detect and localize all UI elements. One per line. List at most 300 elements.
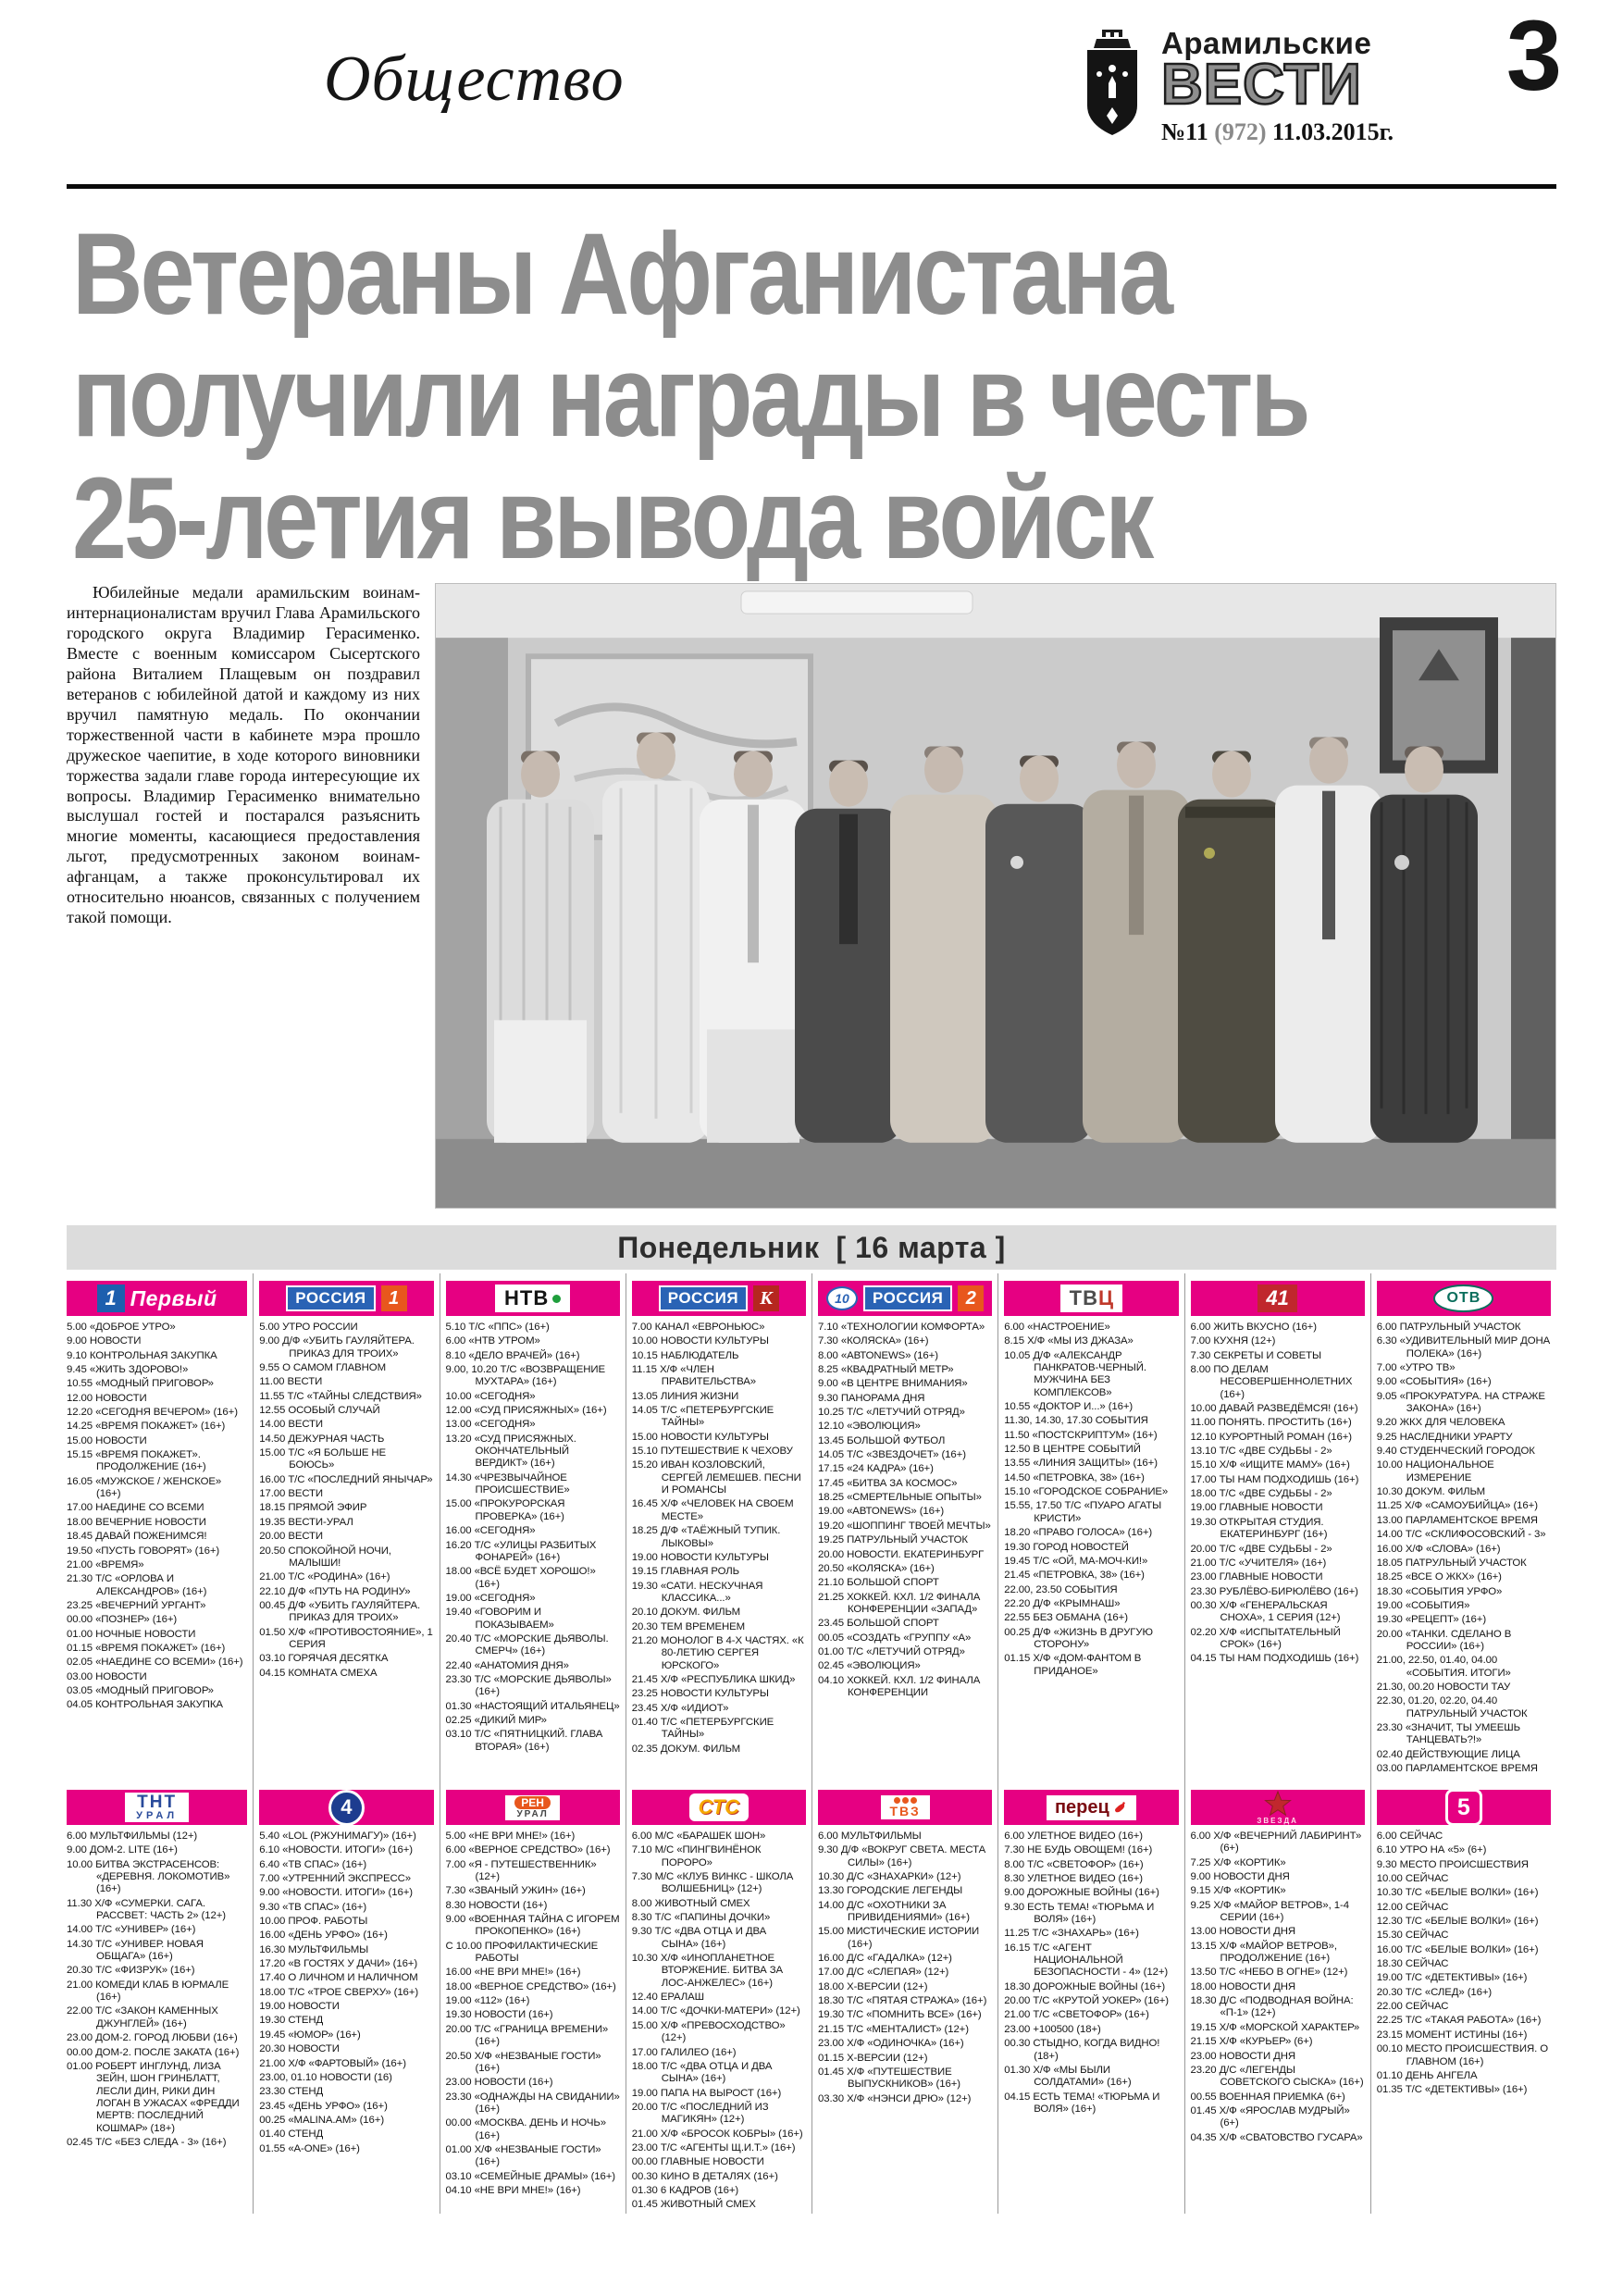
- program-entry: 21.00 Т/С «СВЕТОФОР» (16+): [1004, 2009, 1149, 2021]
- tvc-logo-tv: ТВ: [1069, 1286, 1098, 1309]
- tv-column-6: [997, 1273, 1183, 2214]
- program-entry: 16.45 Х/Ф «ЧЕЛОВЕК НА СВОЕМ МЕСТЕ»: [631, 1498, 794, 1522]
- program-entry: 21.15 Х/Ф «КУРЬЕР» (6+): [1190, 2036, 1313, 2048]
- program-entry: 15.00 Т/С «Я БОЛЬШЕ НЕ БОЮСЬ»: [259, 1447, 387, 1471]
- program-entry: 9.25 НАСЛЕДНИКИ УРАРТУ: [1376, 1431, 1513, 1443]
- rossiya-k-badge-icon: К: [753, 1285, 779, 1311]
- program-entry: 18.00 «ВСЁ БУДЕТ ХОРОШО!» (16+): [445, 1566, 596, 1590]
- program-entry: 9.00 ДОРОЖНЫЕ ВОЙНЫ (16+): [1004, 1887, 1159, 1899]
- program-entry: 02.40 ДЕЙСТВУЮЩИЕ ЛИЦА: [1376, 1748, 1520, 1760]
- program-entry: 10.00 НАЦИОНАЛЬНОЕ ИЗМЕРЕНИЕ: [1376, 1459, 1494, 1483]
- program-entry: 6.00 ПАТРУЛЬНЫЙ УЧАСТОК: [1376, 1322, 1521, 1333]
- program-entry: 23.00 НОВОСТИ (16+): [445, 2077, 553, 2089]
- program-entry: 7.30 НЕ БУДЬ ОВОЩЕМ! (16+): [1004, 1844, 1153, 1856]
- program-entry: 14.25 «ВРЕМЯ ПОКАЖЕТ» (16+): [67, 1421, 226, 1433]
- program-entry: 10.15 НАБЛЮДАТЕЛЬ: [631, 1349, 739, 1361]
- ren-logo-sub: УРАЛ: [516, 1808, 549, 1819]
- program-entry: 5.00 «НЕ ВРИ МНЕ!» (16+): [445, 1831, 576, 1842]
- ren-logo-icon: [505, 1795, 560, 1820]
- red-star-icon: [1264, 1791, 1292, 1817]
- channel-block-perviy: [67, 1281, 247, 1782]
- channel-block-rossiya-k: [632, 1281, 806, 1782]
- channel-header-ntv: [446, 1281, 620, 1316]
- program-entry: 17.00 ВЕСТИ: [259, 1488, 324, 1500]
- program-entry: 22.25 Т/С «ТАКАЯ РАБОТА» (16+): [1376, 2015, 1542, 2027]
- program-entry: 9.00 «В ЦЕНТРЕ ВНИМАНИЯ»: [818, 1378, 968, 1390]
- program-entry: 5.10 Т/С «ППС» (16+): [445, 1322, 550, 1333]
- program-entry: 8.10 «ДЕЛО ВРАЧЕЙ» (16+): [445, 1349, 580, 1361]
- program-entry: 03.05 «МОДНЫЙ ПРИГОВОР»: [67, 1684, 214, 1696]
- program-entry: 21.10 БОЛЬШОЙ СПОРТ: [818, 1577, 939, 1589]
- chili-pepper-icon: [1113, 1800, 1128, 1815]
- program-entry: 8.30 НОВОСТИ (16+): [445, 1899, 548, 1911]
- program-entry: 01.15 Х/Ф «ДОМ-ФАНТОМ В ПРИДАНОЕ»: [1004, 1653, 1142, 1677]
- program-list: [632, 1831, 806, 2212]
- program-entry: 11.55 Т/С «ТАЙНЫ СЛЕДСТВИЯ»: [259, 1390, 422, 1402]
- program-list: [1191, 1322, 1365, 1666]
- program-entry: 16.05 «МУЖСКОЕ / ЖЕНСКОЕ» (16+): [67, 1475, 222, 1500]
- channel-header-41: [1191, 1281, 1365, 1316]
- program-entry: 23.20 Д/С «ЛЕГЕНДЫ СОВЕТСКОГО СЫСКА» (16+): [1190, 2064, 1364, 2089]
- program-entry: 04.05 КОНТРОЛЬНАЯ ЗАКУПКА: [67, 1699, 223, 1711]
- program-list: [1004, 1831, 1178, 2116]
- program-entry: 20.30 ТЕМ ВРЕМЕНЕМ: [631, 1620, 746, 1632]
- program-entry: 21.00, 22.50, 01.40, 04.00 «СОБЫТИЯ. ИТОГИ»: [1376, 1655, 1511, 1679]
- city-coat-of-arms-icon: [1076, 28, 1148, 137]
- channel-header-perec: [1004, 1790, 1178, 1825]
- zvezda-logo-text: ЗВЕЗДА: [1257, 1816, 1298, 1825]
- program-list: [446, 1322, 620, 1754]
- program-entry: 7.10 М/С «ПИНГВИНЁНОК ПОРОРО»: [631, 1844, 762, 1868]
- program-entry: 12.40 ЕРАЛАШ: [631, 1992, 705, 2004]
- program-entry: 18.00 Т/С «ДВА ОТЦА И ДВА СЫНА» (16+): [631, 2060, 773, 2085]
- program-entry: 8.15 Х/Ф «МЫ ИЗ ДЖАЗА»: [1004, 1335, 1134, 1347]
- section-title: Общество: [324, 43, 625, 115]
- rossiya-logo-text: РОССИЯ: [286, 1285, 375, 1311]
- program-entry: 23.00 ГЛАВНЫЕ НОВОСТИ: [1190, 1571, 1323, 1583]
- program-entry: 8.00 Т/С «СВЕТОФОР» (16+): [1004, 1858, 1144, 1870]
- program-entry: 6.00 «НАСТРОЕНИЕ»: [1004, 1322, 1110, 1333]
- program-entry: 00.10 МЕСТО ПРОИСШЕСТВИЯ. О ГЛАВНОМ (16+): [1376, 2043, 1548, 2067]
- tnt-logo-sub: УРАЛ: [136, 1810, 179, 1821]
- figure-1: [487, 751, 594, 1143]
- 41-logo-icon: 41: [1258, 1285, 1296, 1312]
- program-entry: 10.05 Д/Ф «АЛЕКСАНДР ПАНКРАТОВ-ЧЕРНЫЙ. МУЖЧИНА БЕЗ КОМПЛЕКСОВ»: [1004, 1349, 1146, 1398]
- channel-header-rossiya-k: [632, 1281, 806, 1316]
- program-entry: 6.00 СЕЙЧАС: [1376, 1831, 1443, 1842]
- program-entry: 00.00 «ПОЗНЕР» (16+): [67, 1614, 178, 1626]
- program-entry: 12.00 СЕЙЧАС: [1376, 1901, 1449, 1913]
- program-entry: 22.55 БЕЗ ОБМАНА (16+): [1004, 1612, 1128, 1624]
- program-entry: 23.00 ДОМ-2. ГОРОД ЛЮБВИ (16+): [67, 2032, 238, 2044]
- program-entry: 23.30 «ЗНАЧИТ, ТЫ УМЕЕШЬ ТАНЦЕВАТЬ?!»: [1376, 1721, 1521, 1746]
- program-entry: 03.10 Т/С «ПЯТНИЦКИЙ. ГЛАВА ВТОРАЯ» (16+): [445, 1729, 603, 1753]
- rossiya1-badge-icon: 1: [381, 1285, 407, 1311]
- program-entry: 14.50 «ПЕТРОВКА, 38» (16+): [1004, 1471, 1145, 1483]
- program-entry: 13.45 БОЛЬШОЙ ФУТБОЛ: [818, 1434, 946, 1446]
- program-entry: 9.30 Д/Ф «ВОКРУГ СВЕТА. МЕСТА СИЛЫ» (16+): [818, 1844, 986, 1868]
- figure-5: [890, 747, 997, 1143]
- channel-block-ntv: [446, 1281, 620, 1782]
- program-entry: 18.00 НОВОСТИ ДНЯ: [1190, 1980, 1295, 1992]
- program-entry: 01.45 Х/Ф «ЯРОСЛАВ МУДРЫЙ» (6+): [1190, 2104, 1350, 2129]
- program-entry: 12.10 «ЭВОЛЮЦИЯ»: [818, 1421, 921, 1433]
- program-entry: 00.45 Д/Ф «УБИТЬ ГАУЛЯЙТЕРА. ПРИКАЗ ДЛЯ ТРОИХ»: [259, 1599, 421, 1624]
- program-list: [1191, 1831, 1365, 2144]
- program-entry: 20.30 Т/С «ФИЗРУК» (16+): [67, 1965, 195, 1977]
- program-entry: 14.05 Т/С «ПЕТЕРБУРГСКИЕ ТАЙНЫ»: [631, 1405, 774, 1429]
- program-list: [446, 1831, 620, 2197]
- program-entry: 7.00 КАНАЛ «ЕВРОНЬЮС»: [631, 1322, 765, 1333]
- program-entry: 18.25 «ВСЕ О ЖКХ» (16+): [1376, 1571, 1502, 1583]
- program-entry: 04.35 Х/Ф «СВАТОВСТВО ГУСАРА»: [1190, 2131, 1363, 2143]
- channel-header-ren-ural: [446, 1790, 620, 1825]
- program-entry: 18.45 ДАВАЙ ПОЖЕНИМСЯ!: [67, 1531, 207, 1543]
- program-entry: 16.00 «НЕ ВРИ МНЕ!» (16+): [445, 1967, 581, 1979]
- perviy-logo-icon: 1: [97, 1285, 125, 1312]
- program-entry: 8.00 «АВТОNEWS» (16+): [818, 1349, 938, 1361]
- program-entry: 9.00 НОВОСТИ: [67, 1335, 142, 1347]
- program-list: [1377, 1831, 1551, 2097]
- channel-header-sts: [632, 1790, 806, 1825]
- 10kanal-logo-icon: 10: [826, 1286, 858, 1310]
- program-entry: 23.45 «ДЕНЬ УРФО» (16+): [259, 2100, 388, 2112]
- program-entry: 6.00 «НТВ УТРОМ»: [445, 1335, 540, 1347]
- program-entry: 00.30 СТЫДНО, КОГДА ВИДНО! (18+): [1004, 2038, 1160, 2062]
- program-entry: 16.00 «СЕГОДНЯ»: [445, 1525, 536, 1537]
- ntv-logo-icon: [495, 1285, 570, 1312]
- program-entry: 9.30 «ТВ СПАС» (16+): [259, 1901, 367, 1913]
- program-entry: 9.00 «НОВОСТИ. ИТОГИ» (16+): [259, 1887, 413, 1899]
- program-entry: 23.45 Х/Ф «ИДИОТ»: [631, 1702, 729, 1714]
- issue-date: 11.03.2015г.: [1272, 118, 1394, 145]
- figure-4: [795, 761, 902, 1143]
- masthead: [1076, 28, 1394, 146]
- rossiya-k-logo-text: РОССИЯ: [659, 1285, 748, 1311]
- program-entry: 9.00, 10.20 Т/С «ВОЗВРАЩЕНИЕ МУХТАРА» (16+): [445, 1364, 605, 1388]
- program-entry: 21.25 ХОККЕЙ. КХЛ. 1/2 ФИНАЛА КОНФЕРЕНЦИИ «ЗАПАД»: [818, 1591, 981, 1615]
- program-entry: 9.30 Т/С «ДВА ОТЦА И ДВА СЫНА» (16+): [631, 1926, 767, 1950]
- program-entry: 02.25 «ДИКИЙ МИР»: [445, 1714, 547, 1726]
- program-entry: 9.30 ПАНОРАМА ДНЯ: [818, 1392, 925, 1404]
- program-entry: 19.40 «ГОВОРИМ И ПОКАЗЫВАЕМ»: [445, 1607, 554, 1631]
- program-entry: 9.30 ЕСТЬ ТЕМА! «ТЮРЬМА И ВОЛЯ» (16+): [1004, 1901, 1155, 1926]
- channel-block-rossiya2: [818, 1281, 992, 1782]
- program-entry: 7.00 КУХНЯ (12+): [1190, 1335, 1276, 1347]
- program-entry: 22.00 СЕЙЧАС: [1376, 2001, 1449, 2013]
- program-entry: 00.55 ВОЕННАЯ ПРИЕМКА (6+): [1190, 2091, 1345, 2103]
- tvc-logo-c: Ц: [1098, 1286, 1114, 1309]
- program-entry: 02.20 Х/Ф «ИСПЫТАТЕЛЬНЫЙ СРОК» (16+): [1190, 1626, 1341, 1650]
- program-entry: 18.20 «ПРАВО ГОЛОСА» (16+): [1004, 1527, 1153, 1539]
- program-entry: 01.30 «НАСТОЯЩИЙ ИТАЛЬЯНЕЦ»: [445, 1700, 620, 1712]
- program-entry: 14.05 Т/С «ЗВЕЗДОЧЕТ» (16+): [818, 1449, 966, 1461]
- program-entry: 00.00 ГЛАВНЫЕ НОВОСТИ: [631, 2156, 764, 2168]
- program-entry: 6.40 «ТВ СПАС» (16+): [259, 1858, 367, 1870]
- sts-logo-icon: СТС: [689, 1793, 749, 1821]
- program-entry: 18.25 «СМЕРТЕЛЬНЫЕ ОПЫТЫ»: [818, 1492, 982, 1504]
- program-entry: 16.00 Д/С «ГАДАЛКА» (12+): [818, 1953, 952, 1965]
- program-entry: 18.15 ПРЯМОЙ ЭФИР: [259, 1502, 367, 1514]
- program-entry: 7.00 «Я - ПУТЕШЕСТВЕННИК» (12+): [445, 1858, 597, 1883]
- tv-column-5: [812, 1273, 997, 2214]
- program-list: [67, 1322, 247, 1712]
- program-entry: 9.00 ДОМ-2. LITE (16+): [67, 1844, 178, 1856]
- program-entry: 01.50 Х/Ф «ПРОТИВОСТОЯНИЕ», 1 СЕРИЯ: [259, 1626, 433, 1650]
- figure-3: [700, 751, 807, 1143]
- channel-header-rossiya1: [259, 1281, 433, 1316]
- program-entry: 12.20 «СЕГОДНЯ ВЕЧЕРОМ» (16+): [67, 1407, 238, 1419]
- program-entry: 20.30 НОВОСТИ: [259, 2043, 340, 2055]
- program-entry: 00.00 ДОМ-2. ПОСЛЕ ЗАКАТА (16+): [67, 2046, 240, 2058]
- tv-column-1: [67, 1273, 253, 2214]
- program-entry: 03.00 НОВОСТИ: [67, 1670, 147, 1682]
- program-entry: 01.00 Х/Ф «НЕЗВАНЫЕ ГОСТИ» (16+): [445, 2143, 601, 2168]
- program-entry: 21.15 Т/С «МЕНТАЛИСТ» (12+): [818, 2023, 969, 2035]
- figure-8: [1178, 751, 1285, 1143]
- program-entry: 10.00 ПРОФ. РАБОТЫ: [259, 1916, 368, 1928]
- channel-block-5kanal: [1377, 1790, 1551, 2097]
- program-entry: 01.45 Х/Ф «ПУТЕШЕСТВИЕ ВЫПУСКНИКОВ» (16+): [818, 2066, 960, 2091]
- perviy-logo-label: Первый: [130, 1285, 217, 1310]
- program-entry: 13.50 Т/С «НЕБО В ОГНЕ» (12+): [1190, 1967, 1348, 1979]
- program-entry: 19.00 ПАПА НА ВЫРОСТ (16+): [631, 2087, 782, 2099]
- program-entry: 19.30 СТЕНД: [259, 2015, 324, 2027]
- program-entry: 17.00 Д/С «СЛЕПАЯ» (12+): [818, 1967, 949, 1979]
- program-entry: 10.00 «СЕГОДНЯ»: [445, 1390, 536, 1402]
- tv-column-8: [1370, 1273, 1556, 2214]
- program-entry: 10.30 Т/С «БЕЛЫЕ ВОЛКИ» (16+): [1376, 1887, 1539, 1899]
- program-entry: 23.00 НОВОСТИ ДНЯ: [1190, 2050, 1295, 2062]
- rossiya2-logo-text: РОССИЯ: [863, 1285, 952, 1311]
- program-list: [259, 1322, 433, 1680]
- program-entry: 7.30 М/С «КЛУБ ВИНКС - ШКОЛА ВОЛШЕБНИЦ» (12+): [631, 1871, 794, 1895]
- tv-day-date: [ 16 марта ]: [836, 1230, 1006, 1264]
- channel-block-tvc: [1004, 1281, 1178, 1782]
- program-entry: 15.10 «ГОРОДСКОЕ СОБРАНИЕ»: [1004, 1486, 1169, 1498]
- article-row: [67, 583, 1556, 1209]
- program-entry: 5.00 УТРО РОССИИ: [259, 1322, 358, 1333]
- channel-header-tv3: [818, 1790, 992, 1825]
- program-entry: 6.10 «НОВОСТИ. ИТОГИ» (16+): [259, 1844, 413, 1856]
- tv3-logo-icon: [881, 1795, 930, 1819]
- channel-block-tv3: [818, 1790, 992, 2105]
- program-entry: 18.30 ДОРОЖНЫЕ ВОЙНЫ (16+): [1004, 1980, 1166, 1992]
- program-entry: 02.45 Т/С «БЕЗ СЛЕДА - 3» (16+): [67, 2136, 227, 2148]
- program-entry: 11.50 «ПОСТСКРИПТУМ» (16+): [1004, 1429, 1158, 1441]
- program-entry: 9.20 ЖКХ ДЛЯ ЧЕЛОВЕКА: [1376, 1417, 1505, 1429]
- program-entry: 10.00 СЕЙЧАС: [1376, 1873, 1449, 1885]
- program-entry: 16.00 Т/С «ПОСЛЕДНИЙ ЯНЫЧАР»: [259, 1473, 433, 1485]
- program-entry: 23.45 БОЛЬШОЙ СПОРТ: [818, 1618, 939, 1630]
- program-entry: 22.30, 01.20, 02.20, 04.40 ПАТРУЛЬНЫЙ УЧАСТОК: [1376, 1695, 1528, 1719]
- program-entry: 7.30 «КОЛЯСКА» (16+): [818, 1335, 929, 1347]
- program-entry: 14.00 Т/С «ДОЧКИ-МАТЕРИ» (12+): [631, 2005, 800, 2017]
- program-entry: 01.15 «ВРЕМЯ ПОКАЖЕТ» (16+): [67, 1642, 226, 1654]
- program-entry: 7.10 «ТЕХНОЛОГИИ КОМФОРТА»: [818, 1322, 985, 1333]
- program-entry: 21.00 КОМЕДИ КЛАБ В ЮРМАЛЕ (16+): [67, 1979, 229, 2004]
- program-entry: 20.00 ВЕСТИ: [259, 1531, 324, 1543]
- figure-2: [602, 732, 710, 1142]
- program-entry: 22.00 Т/С «ЗАКОН КАМЕННЫХ ДЖУНГЛЕЙ» (16+): [67, 2005, 218, 2029]
- program-entry: 19.00 НОВОСТИ: [259, 2001, 340, 2013]
- program-entry: 18.00 Х-ВЕРСИИ (12+): [818, 1980, 928, 1992]
- channel-header-otv: [1377, 1281, 1551, 1316]
- program-entry: 7.25 Х/Ф «КОРТИК»: [1190, 1856, 1286, 1868]
- program-entry: 20.30 Т/С «СЛЕД» (16+): [1376, 1986, 1493, 1998]
- 4kanal-logo-icon: 4: [328, 1790, 365, 1825]
- program-entry: 12.55 ОСОБЫЙ СЛУЧАЙ: [259, 1405, 380, 1417]
- program-entry: 12.30 Т/С «БЕЛЫЕ ВОЛКИ» (16+): [1376, 1916, 1539, 1928]
- program-entry: 11.00 ПОНЯТЬ. ПРОСТИТЬ (16+): [1190, 1417, 1352, 1429]
- program-entry: 01.00 Т/С «ЛЕТУЧИЙ ОТРЯД»: [818, 1645, 965, 1657]
- ntv-logo-text: НТВ: [504, 1286, 550, 1309]
- program-entry: 15.15 «ВРЕМЯ ПОКАЖЕТ». ПРОДОЛЖЕНИЕ (16+): [67, 1449, 206, 1473]
- tv-column-4: [626, 1273, 812, 2214]
- program-entry: 20.00 Т/С «ДВЕ СУДЬБЫ - 2»: [1190, 1543, 1332, 1555]
- program-entry: 19.15 ГЛАВНАЯ РОЛЬ: [631, 1566, 740, 1578]
- program-entry: 19.30 Т/С «ПОМНИТЬ ВСЕ» (16+): [818, 2009, 982, 2021]
- program-entry: 21.00 Х/Ф «БРОСОК КОБРЫ» (16+): [631, 2128, 803, 2140]
- program-entry: С 10.00 ПРОФИЛАКТИЧЕСКИЕ РАБОТЫ: [445, 1940, 599, 1965]
- headline-line-3: 25-летия вывода войск: [72, 453, 1152, 584]
- program-entry: 03.10 ГОРЯЧАЯ ДЕСЯТКА: [259, 1653, 389, 1665]
- program-entry: 7.00 «УТРЕННИЙ ЭКСПРЕСС»: [259, 1873, 411, 1885]
- program-entry: 16.20 Т/С «УЛИЦЫ РАЗБИТЫХ ФОНАРЕЙ» (16+): [445, 1539, 597, 1563]
- program-entry: 20.00 «ТАНКИ. СДЕЛАНО В РОССИИ» (16+): [1376, 1628, 1512, 1652]
- program-entry: 19.00 НОВОСТИ КУЛЬТУРЫ: [631, 1551, 769, 1563]
- program-entry: 6.00 ЖИТЬ ВКУСНО (16+): [1190, 1322, 1317, 1333]
- tv-grid: [67, 1273, 1556, 2214]
- figure-6: [985, 756, 1093, 1143]
- program-entry: 11.25 Т/С «ЗНАХАРЬ» (16+): [1004, 1928, 1139, 1940]
- program-entry: 01.40 Т/С «ПЕТЕРБУРГСКИЕ ТАЙНЫ»: [631, 1716, 774, 1741]
- page-number: 3: [1505, 0, 1562, 111]
- program-entry: 04.10 ХОККЕЙ. КХЛ. 1/2 ФИНАЛА КОНФЕРЕНЦИИ: [818, 1674, 981, 1698]
- program-entry: 15.00 НОВОСТИ: [67, 1434, 147, 1446]
- masthead-name-bottom: ВЕСТИ: [1161, 53, 1362, 117]
- program-entry: 00.25 Д/Ф «ЖИЗНЬ В ДРУГУЮ СТОРОНУ»: [1004, 1626, 1153, 1650]
- program-list: [818, 1322, 992, 1699]
- program-entry: 10.55 «МОДНЫЙ ПРИГОВОР»: [67, 1378, 214, 1390]
- program-entry: 18.00 «ВЕРНОЕ СРЕДСТВО» (16+): [445, 1980, 616, 1992]
- channel-header-5kanal: [1377, 1790, 1551, 1825]
- program-list: [818, 1831, 992, 2105]
- program-entry: 04.15 КОМНАТА СМЕХА: [259, 1667, 378, 1679]
- program-entry: 23.15 МОМЕНТ ИСТИНЫ (16+): [1376, 2029, 1528, 2041]
- program-entry: 13.15 Х/Ф «МАЙОР ВЕТРОВ», ПРОДОЛЖЕНИЕ (16+): [1190, 1940, 1337, 1965]
- program-entry: 21.00 «ВРЕМЯ»: [67, 1558, 144, 1570]
- channel-header-rossiya2: [818, 1281, 992, 1316]
- program-entry: 6.00 МУЛЬТФИЛЬМЫ: [818, 1831, 922, 1842]
- program-entry: 14.00 Д/С «ОХОТНИКИ ЗА ПРИВИДЕНИЯМИ» (16+): [818, 1899, 970, 1924]
- program-entry: 00.00 «МОСКВА. ДЕНЬ И НОЧЬ» (16+): [445, 2117, 606, 2141]
- program-entry: 13.00 НОВОСТИ ДНЯ: [1190, 1926, 1295, 1938]
- program-entry: 19.00 «СЕГОДНЯ»: [445, 1592, 536, 1604]
- channel-header-4kanal: [259, 1790, 433, 1825]
- program-entry: 02.05 «НАЕДИНЕ СО ВСЕМИ» (16+): [67, 1657, 243, 1669]
- program-entry: 8.00 ЖИВОТНЫЙ СМЕХ: [631, 1897, 750, 1909]
- program-entry: 13.00 ПАРЛАМЕНТСКОЕ ВРЕМЯ: [1376, 1514, 1538, 1526]
- program-entry: 6.10 УТРО НА «5» (6+): [1376, 1844, 1487, 1856]
- program-entry: 19.25 ПАТРУЛЬНЫЙ УЧАСТОК: [818, 1534, 968, 1546]
- program-entry: 16.30 МУЛЬТФИЛЬМЫ: [259, 1943, 369, 1955]
- program-entry: 7.30 СЕКРЕТЫ И СОВЕТЫ: [1190, 1349, 1322, 1361]
- program-entry: 20.50 СПОКОЙНОЙ НОЧИ, МАЛЫШИ!: [259, 1545, 391, 1569]
- article-body-text: Юбилейные медали арамильским воинам-интернационалистам вручил Глава Арамильского городского округа Владимир Герасименко. Вместе с военным комиссаром Сысертского района Виталием Плащевым он поздравил ветеранов с юбилейной датой и каждому из них вручил памятную медаль. По окончании торжественной части в кабинете мэра прошло дружеское чаепитие, в ходе которого виновники торжества задали главе города интересующие их вопросы. Владимир Герасименко внимательно выслушал гостей и постарался разъяснить многие моменты, касающиеся предоставления льгот, предусмотренных законом воинам-афганцам, а также проконсультировал их относительно нюансов, связанных с получением такой помощи.: [67, 583, 420, 927]
- tv-column-2: [253, 1273, 439, 2214]
- figure-10: [1370, 747, 1478, 1143]
- channel-block-41: [1191, 1281, 1365, 1782]
- program-entry: 01.10 ДЕНЬ АНГЕЛА: [1376, 2069, 1478, 2081]
- program-entry: 18.25 Д/Ф «ТАЁЖНЫЙ ТУПИК. ЛЫКОВЫ»: [631, 1525, 781, 1549]
- program-entry: 20.50 Х/Ф «НЕЗВАНЫЕ ГОСТИ» (16+): [445, 2050, 601, 2074]
- zvezda-logo-icon: [1257, 1791, 1298, 1825]
- program-entry: 14.30 Т/С «УНИВЕР. НОВАЯ ОБЩАГА» (16+): [67, 1938, 204, 1963]
- program-entry: 15.00 МИСТИЧЕСКИЕ ИСТОРИИ (16+): [818, 1926, 980, 1950]
- program-entry: 00.05 «СОЗДАТЬ «ГРУППУ «А»: [818, 1632, 972, 1644]
- article-photo: [435, 583, 1556, 1209]
- channel-block-zvezda: [1191, 1790, 1365, 2144]
- channel-block-tnt-ural: [67, 1790, 247, 2149]
- program-entry: 10.00 БИТВА ЭКСТРАСЕНСОВ: «ДЕРЕВНЯ. ЛОКОМОТИВ» (16+): [67, 1858, 230, 1895]
- program-entry: 5.00 «ДОБРОЕ УТРО»: [67, 1322, 176, 1333]
- perec-logo-icon: [1047, 1795, 1136, 1820]
- program-entry: 00.30 Х/Ф «ГЕНЕРАЛЬСКАЯ СНОХА», 1 СЕРИЯ (12+): [1190, 1599, 1341, 1624]
- issue-series: (972): [1214, 118, 1267, 145]
- program-entry: 6.00 Х/Ф «ВЕЧЕРНИЙ ЛАБИРИНТ» (6+): [1190, 1831, 1362, 1855]
- program-entry: 19.00 «АВТОNEWS» (16+): [818, 1506, 945, 1518]
- program-entry: 18.30 Д/С «ПОДВОДНАЯ ВОЙНА: «П-1» (12+): [1190, 1995, 1354, 2019]
- perec-logo-text: перец: [1054, 1796, 1109, 1818]
- program-entry: 21.00 Т/С «РОДИНА» (16+): [259, 1571, 390, 1583]
- program-entry: 12.00 «СУД ПРИСЯЖНЫХ» (16+): [445, 1405, 607, 1417]
- program-entry: 19.30 «САТИ. НЕСКУЧНАЯ КЛАССИКА...»: [631, 1580, 763, 1604]
- tv3-logo-text: ТВЗ: [889, 1804, 921, 1818]
- program-entry: 22.20 Д/Ф «КРЫМНАШ»: [1004, 1597, 1121, 1609]
- program-entry: 9.30 МЕСТО ПРОИСШЕСТВИЯ: [1376, 1858, 1529, 1870]
- program-entry: 13.55 «ЛИНИЯ ЗАЩИТЫ» (16+): [1004, 1458, 1158, 1470]
- program-entry: 15.30 СЕЙЧАС: [1376, 1930, 1449, 1942]
- masthead-name-top: Арамильские: [1161, 26, 1372, 60]
- figure-7: [1083, 742, 1190, 1143]
- figure-9: [1275, 737, 1382, 1142]
- program-entry: 9.05 «ПРОКУРАТУРА. НА СТРАЖЕ ЗАКОНА» (16+): [1376, 1390, 1545, 1415]
- program-entry: 16.00 «ДЕНЬ УРФО» (16+): [259, 1930, 388, 1942]
- program-entry: 23.00, 01.10 НОВОСТИ (16): [259, 2071, 392, 2083]
- issue-info: [1161, 118, 1394, 146]
- program-entry: 9.45 «ЖИТЬ ЗДОРОВО!»: [67, 1364, 189, 1376]
- program-entry: 10.25 Т/С «ЛЕТУЧИЙ ОТРЯД»: [818, 1407, 965, 1419]
- program-entry: 01.30 6 КАДРОВ (16+): [631, 2184, 739, 2196]
- channel-block-ren-ural: [446, 1790, 620, 2197]
- ren-logo-text: РЕН: [514, 1796, 551, 1809]
- tv-day-name: Понедельник: [617, 1230, 820, 1264]
- program-entry: 02.35 ДОКУМ. ФИЛЬМ: [631, 1743, 741, 1755]
- program-entry: 16.00 Т/С «БЕЛЫЕ ВОЛКИ» (16+): [1376, 1943, 1539, 1955]
- program-entry: 5.40 «LOL (РЖУНИМАГУ)» (16+): [259, 1831, 416, 1842]
- program-entry: 19.15 Х/Ф «МОРСКОЙ ХАРАКТЕР»: [1190, 2021, 1360, 2033]
- channel-header-tnt-ural: [67, 1790, 247, 1825]
- program-entry: 23.30 РУБЛЁВО-БИРЮЛЁВО (16+): [1190, 1585, 1358, 1597]
- program-entry: 01.00 НОЧНЫЕ НОВОСТИ: [67, 1628, 196, 1640]
- rossiya2-badge-icon: 2: [958, 1285, 984, 1311]
- program-entry: 15.00 «ПРОКУРОРСКАЯ ПРОВЕРКА» (16+): [445, 1498, 565, 1522]
- program-entry: 23.00 Х/Ф «ОДИНОЧКА» (16+): [818, 2038, 964, 2050]
- program-entry: 12.50 В ЦЕНТРЕ СОБЫТИЙ: [1004, 1444, 1141, 1456]
- channel-block-perec: [1004, 1790, 1178, 2116]
- tnt-logo-text: ТНТ: [137, 1793, 178, 1812]
